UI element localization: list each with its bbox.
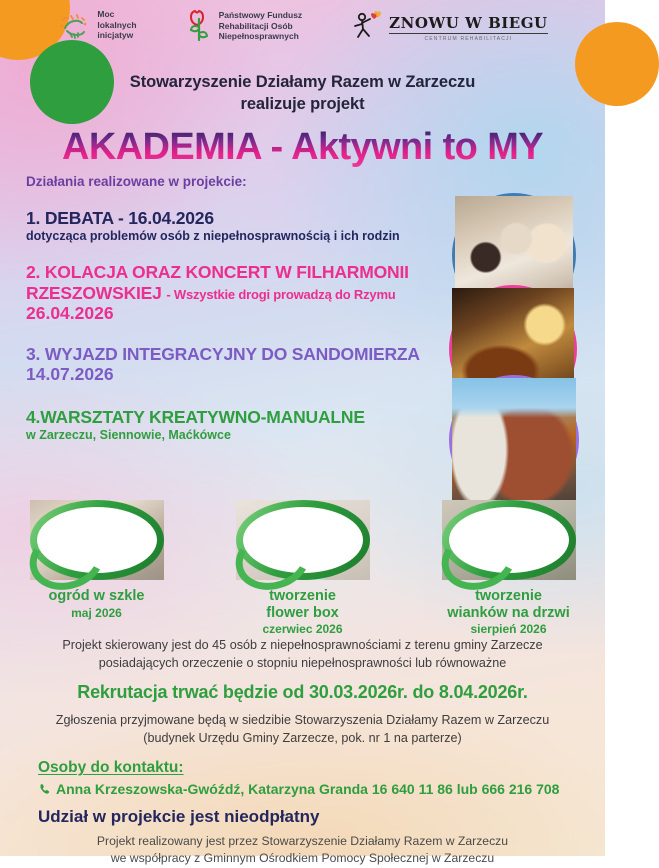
organization-heading xyxy=(0,72,605,116)
logo-moc-text xyxy=(97,9,136,42)
running-figure-heart-icon xyxy=(350,8,384,48)
activity-4-heading: 4.WARSZTATY KREATYWNO-MANUALNE xyxy=(26,407,365,428)
workshop-3-title-line-1: tworzenie xyxy=(475,588,542,604)
workshop-3-green-ring xyxy=(442,500,576,580)
workshop-1-date: maj 2026 xyxy=(71,605,122,620)
phone-icon xyxy=(38,783,51,796)
logo-znowu-w-biegu xyxy=(350,8,547,48)
logo-bar xyxy=(0,8,605,48)
activity-3-date: 14.07.2026 xyxy=(26,364,114,385)
contact-names-and-phones: Anna Krzeszowska-Gwóźdź, Katarzyna Granda 16 640 11 86 lub 666 216 708 xyxy=(56,781,560,797)
submission-text xyxy=(0,711,605,748)
logo-zwb-text xyxy=(389,14,547,42)
activity-item-1 xyxy=(26,208,456,244)
activity-4-locations: w Zarzeczu, Siennowie, Maćkówce xyxy=(26,428,231,443)
free-participation-note: Udział w projekcie jest nieodpłatny xyxy=(38,807,320,826)
activity-1-heading: 1. DEBATA - 16.04.2026 xyxy=(26,208,214,228)
activity-2-date: 26.04.2026 xyxy=(26,302,114,323)
footer-line-1: Projekt realizowany jest przez Stowarzyszenie Działamy Razem w Zarzeczu xyxy=(96,834,509,848)
activity-item-3 xyxy=(26,344,456,385)
workshop-1-title: ogród w szkle xyxy=(48,588,145,604)
workshop-2-title-line-1: tworzenie xyxy=(269,588,336,604)
workshop-2-green-ring xyxy=(236,500,370,580)
contact-details[interactable] xyxy=(38,781,605,797)
activity-item-2 xyxy=(26,262,456,324)
logo-zwb-subtitle: CENTRUM REHABILITACJI xyxy=(424,36,513,42)
workshop-3-title-line-2: wianków na drzwi xyxy=(447,604,570,621)
logo-moc-line-2: lokalnych xyxy=(97,19,137,30)
bottom-info xyxy=(0,636,605,868)
logo-moc-line-1: Moc xyxy=(97,8,115,19)
target-group-line-2: posiadających orzeczenie o stopniu niepełnosprawności lub równoważne xyxy=(98,656,507,671)
logo-moc-lokalnych-inicjatyw xyxy=(57,8,136,42)
workshop-2-title-line-2: flower box xyxy=(266,604,339,621)
logo-pfron-line-3: Niepełnosprawnych xyxy=(218,31,299,42)
activity-3-heading: 3. WYJAZD INTEGRACYJNY DO SANDOMIERZA xyxy=(26,343,420,364)
workshop-item-2 xyxy=(228,500,378,636)
submission-line-2: (budynek Urzędu Gminy Zarzecze, pok. nr 1 na parterze) xyxy=(143,730,462,745)
sandomierz-photo xyxy=(452,378,576,502)
workshop-3-date: sierpień 2026 xyxy=(470,622,547,637)
logo-pfron-line-1: Państwowy Fundusz xyxy=(218,9,303,20)
target-group-line-1: Projekt skierowany jest do 45 osób z niepełnosprawnościami z terenu gminy Zarzecze xyxy=(62,638,543,652)
activity-2-subtitle: - Wszystkie drogi prowadzą do Rzymu xyxy=(166,286,396,302)
activity-2-venue: RZESZOWSKIEJ xyxy=(26,282,162,303)
organization-name: Stowarzyszenie Działamy Razem w Zarzeczu xyxy=(129,73,476,91)
logo-pfron xyxy=(185,8,303,44)
workshop-item-3 xyxy=(434,500,584,636)
workshop-1-green-ring xyxy=(30,500,164,580)
footer-note xyxy=(0,833,605,868)
submission-line-1: Zgłoszenia przyjmowane będą w siedzibie Stowarzyszenia Działamy Razem w Zarzeczu xyxy=(55,712,550,727)
activity-1-description: dotycząca problemów osób z niepełnosprawnością i ich rodzin xyxy=(26,229,400,244)
contact-heading: Osoby do kontaktu: xyxy=(38,759,184,776)
workshop-2-frame xyxy=(236,500,370,580)
logo-moc-line-3: inicjatyw xyxy=(97,30,134,41)
workshops-row xyxy=(0,500,605,636)
logo-zwb-title: ZNOWU W BIEGU xyxy=(389,14,548,32)
recruitment-dates: Rekrutacja trwać będzie od 30.03.2026r. do 8.04.2026r. xyxy=(77,681,528,702)
workshop-3-frame xyxy=(442,500,576,580)
target-group-text xyxy=(0,636,605,673)
workshop-item-1 xyxy=(22,500,172,636)
organization-subline: realizuje projekt xyxy=(240,94,365,113)
hand-confetti-icon xyxy=(57,8,91,42)
workshop-2-date: czerwiec 2026 xyxy=(262,622,343,637)
footer-line-2: we współpracy z Gminnym Ośrodkiem Pomocy Społecznej w Zarzeczu xyxy=(110,851,495,866)
activity-item-4 xyxy=(26,407,456,443)
tulip-icon xyxy=(185,8,213,44)
activity-2-heading-line2 xyxy=(26,283,456,303)
sandomierz-photo-image xyxy=(452,378,576,502)
activities-list xyxy=(26,208,456,453)
project-title: AKADEMIA - Aktywni to MY xyxy=(0,126,605,169)
logo-pfron-text xyxy=(219,10,303,43)
workshop-1-frame xyxy=(30,500,164,580)
activity-2-heading: 2. KOLACJA ORAZ KONCERT W FILHARMONII xyxy=(26,262,409,283)
logo-pfron-line-2: Rehabilitacji Osób xyxy=(218,20,293,31)
activities-subtitle: Działania realizowane w projekcie: xyxy=(26,174,247,189)
